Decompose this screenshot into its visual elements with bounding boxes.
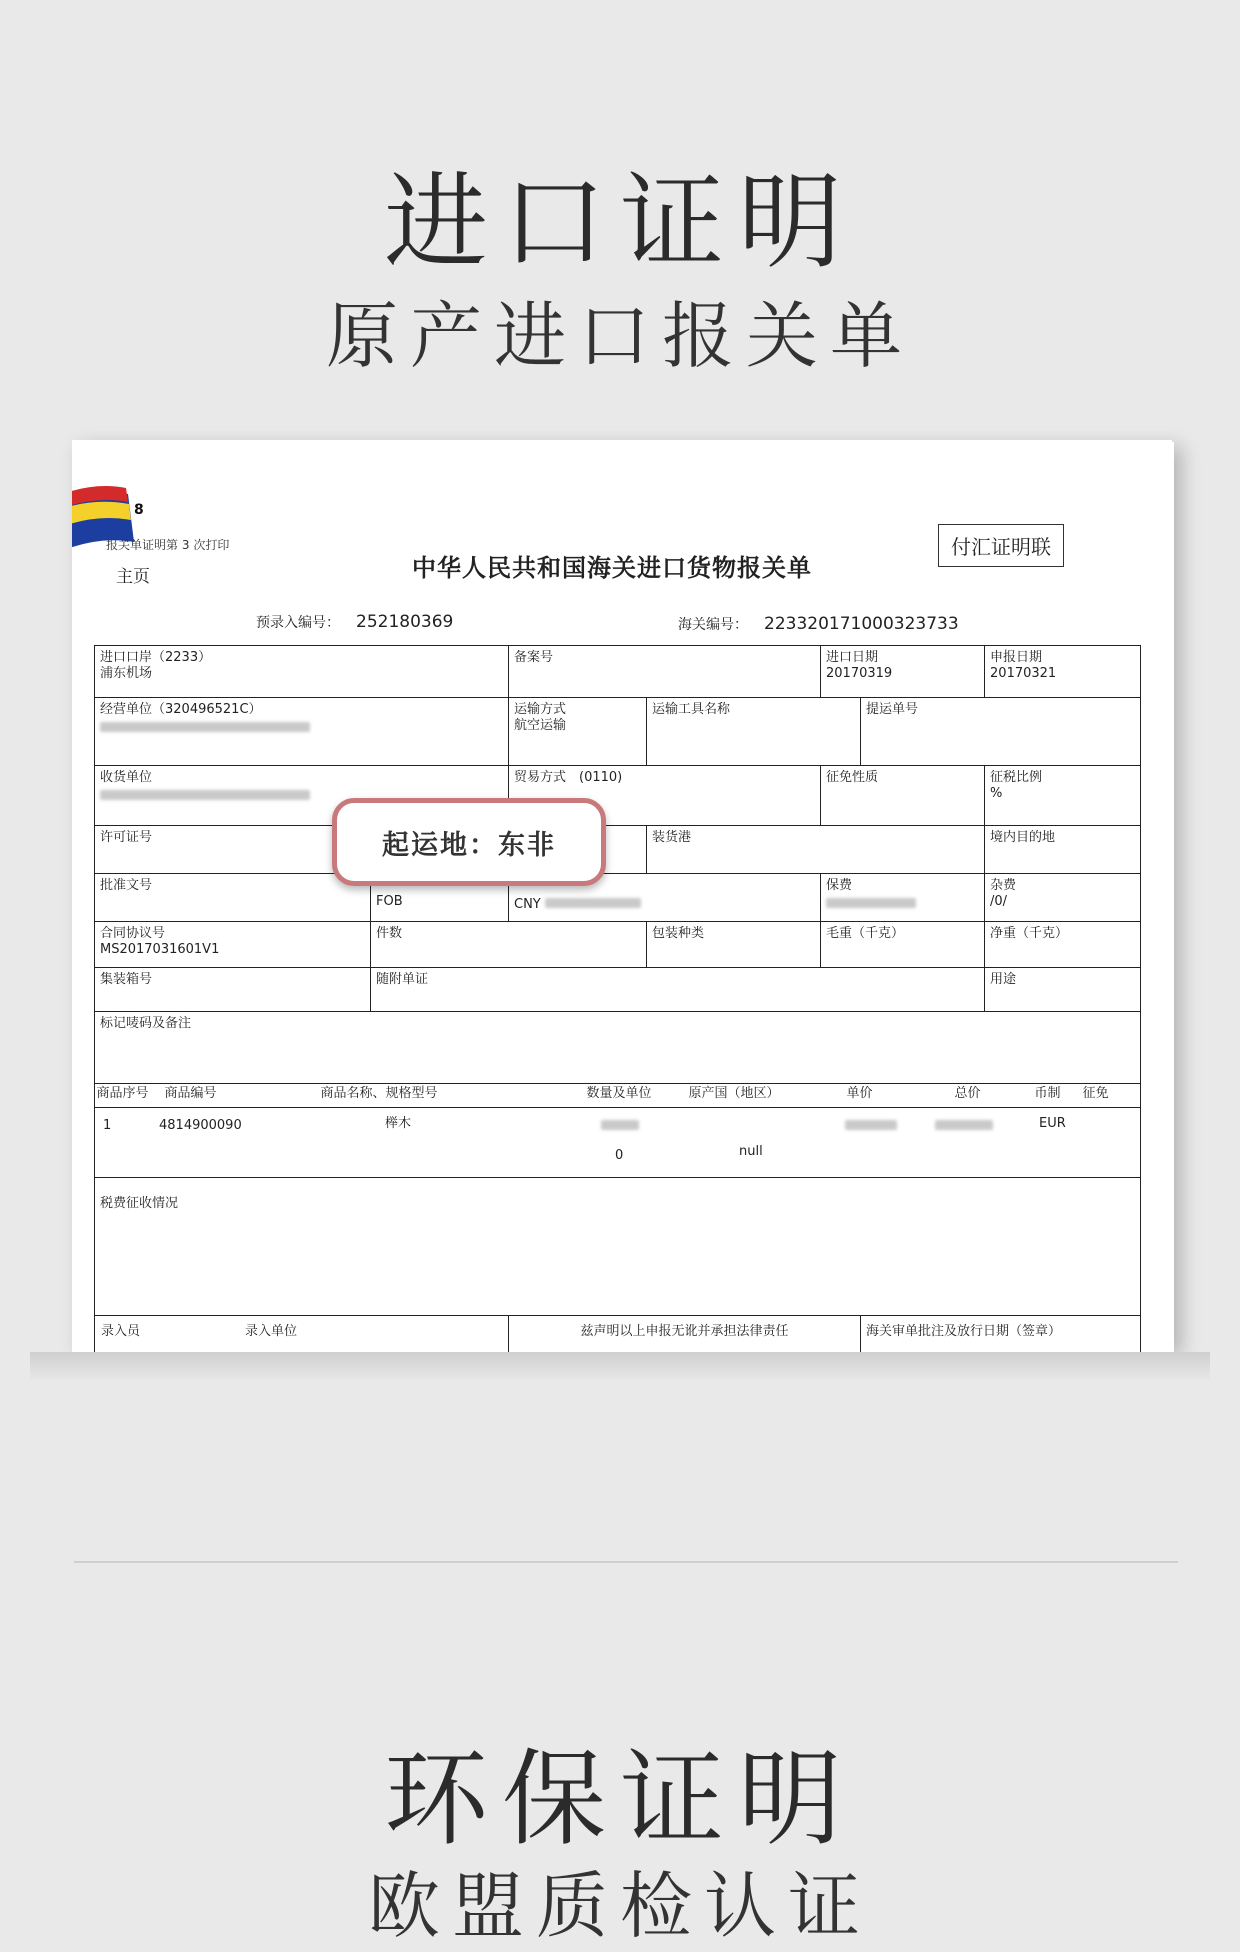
gross-weight-label: 毛重（千克） xyxy=(826,926,905,941)
payment-stamp-box: 付汇证明联 xyxy=(938,524,1064,567)
gross-weight-cell xyxy=(821,922,985,968)
vehicle-cell xyxy=(647,698,861,766)
declare-date-value: 20170321 xyxy=(990,666,1057,681)
approval-label: 批准文号 xyxy=(100,878,153,893)
transport-label: 运输方式 xyxy=(514,702,567,717)
usage-label: 用途 xyxy=(990,972,1017,987)
transport-value: 航空运输 xyxy=(514,718,567,733)
environmental-certificate-title: 环保证明 xyxy=(383,1738,856,1860)
port-value: 浦东机场 xyxy=(100,666,153,681)
item-code: 4814900090 xyxy=(159,1118,242,1133)
redacted-text xyxy=(845,1120,897,1130)
bill-label: 提运单号 xyxy=(866,702,919,717)
environmental-certificate-subtitle: 欧盟质检认证 xyxy=(367,1864,872,1948)
tax-info-cell xyxy=(95,1178,1141,1316)
redacted-text xyxy=(545,898,641,908)
pre-entry-number xyxy=(256,612,453,632)
item-origin: null xyxy=(739,1144,763,1159)
tax-ratio-value: % xyxy=(990,786,1003,801)
items-header: 征免 xyxy=(1082,1086,1109,1101)
contract-value: MS2017031601V1 xyxy=(100,942,220,957)
customs-approval-label: 海关审单批注及放行日期（签章） xyxy=(866,1324,1062,1339)
tax-info-label: 税费征收情况 xyxy=(100,1196,179,1211)
tax-nature-label: 征免性质 xyxy=(826,770,879,785)
package-label: 包装种类 xyxy=(652,926,705,941)
net-weight-label: 净重（千克） xyxy=(990,926,1069,941)
redacted-text xyxy=(100,722,310,732)
port-label: 进口口岸（2233） xyxy=(100,650,212,665)
items-header: 商品名称、规格型号 xyxy=(320,1086,438,1101)
bill-cell xyxy=(861,698,1141,766)
import-certificate-subtitle: 原产进口报关单 xyxy=(325,294,914,378)
item-currency: EUR xyxy=(1039,1116,1066,1131)
pre-entry-label: 预录入编号： xyxy=(256,615,340,631)
print-count-line xyxy=(106,536,229,553)
items-header: 商品编号 xyxy=(164,1086,217,1101)
load-port-label: 装货港 xyxy=(652,830,692,845)
usage-cell xyxy=(985,968,1141,1012)
section-divider xyxy=(74,1561,1178,1563)
declaration-label: 兹声明以上申报无讹并承担法律责任 xyxy=(580,1324,789,1339)
container-label: 集装箱号 xyxy=(100,972,153,987)
items-header: 商品序号 xyxy=(96,1086,149,1101)
declare-date-label: 申报日期 xyxy=(990,650,1043,665)
redacted-text xyxy=(826,898,916,908)
marks-cell xyxy=(95,1012,1141,1084)
svg-text:8: 8 xyxy=(134,502,144,518)
print-label: 次打印 xyxy=(193,538,230,552)
import-date-label: 进口日期 xyxy=(826,650,879,665)
pieces-cell xyxy=(371,922,647,968)
misc-label: 杂费 xyxy=(990,878,1017,893)
item-seq: 1 xyxy=(103,1118,112,1133)
declaration-cell xyxy=(509,1316,861,1353)
flag-icon xyxy=(72,480,154,566)
destination-cell xyxy=(985,826,1141,874)
clerk-label: 录入员 xyxy=(101,1324,141,1339)
record-cell xyxy=(509,646,821,698)
pieces-label: 件数 xyxy=(376,926,403,941)
customs-approval-cell xyxy=(861,1316,1141,1353)
origin-callout: 起运地：东非 xyxy=(332,798,606,886)
redacted-text xyxy=(100,790,310,800)
customs-value: 223320171000323733 xyxy=(764,614,959,634)
operator-cell xyxy=(95,698,509,766)
load-port-cell xyxy=(647,826,985,874)
vehicle-label: 运输工具名称 xyxy=(652,702,731,717)
form-title: 中华人民共和国海关进口货物报关单 xyxy=(412,554,812,582)
document-floor-shadow xyxy=(30,1352,1210,1382)
pre-entry-value: 252180369 xyxy=(356,612,454,632)
contract-label: 合同协议号 xyxy=(100,926,166,941)
items-header: 币制 xyxy=(1034,1086,1061,1101)
items-header-row xyxy=(95,1084,1141,1108)
items-header: 总价 xyxy=(954,1086,981,1101)
operator-label: 经营单位（320496521C） xyxy=(100,702,262,717)
customs-number xyxy=(678,614,959,634)
items-header: 单价 xyxy=(846,1086,873,1101)
clerk-unit-label: 录入单位 xyxy=(245,1324,298,1339)
insurance-cell xyxy=(821,874,985,922)
import-date-cell xyxy=(821,646,985,698)
print-small-label: 报关单证明第 xyxy=(106,538,179,552)
print-small-number: 3 xyxy=(181,538,190,552)
declare-date-cell xyxy=(985,646,1141,698)
import-certificate-title: 进口证明 xyxy=(383,161,856,283)
license-label: 许可证号 xyxy=(100,830,153,845)
declaration-table xyxy=(94,645,1141,1352)
item-qty: 0 xyxy=(615,1148,624,1163)
insurance-label: 保费 xyxy=(826,878,853,893)
tax-nature-cell xyxy=(821,766,985,826)
docs-cell xyxy=(371,968,985,1012)
misc-cell xyxy=(985,874,1141,922)
customs-declaration-document xyxy=(72,440,1172,1352)
clerk-cell xyxy=(95,1316,509,1353)
item-row xyxy=(95,1108,1141,1178)
deal-value: FOB xyxy=(376,894,403,909)
customs-label: 海关编号： xyxy=(678,617,748,633)
consignee-label: 收货单位 xyxy=(100,770,153,785)
item-name: 榉木 xyxy=(385,1116,412,1131)
approval-cell xyxy=(95,874,371,922)
docs-label: 随附单证 xyxy=(376,972,429,987)
container-cell xyxy=(95,968,371,1012)
redacted-text xyxy=(601,1120,639,1130)
home-label: 主页 xyxy=(116,567,150,587)
redacted-text xyxy=(935,1120,993,1130)
trade-label: 贸易方式 (0110) xyxy=(514,770,623,785)
marks-label: 标记唛码及备注 xyxy=(100,1016,192,1031)
net-weight-cell xyxy=(985,922,1141,968)
currency-value: CNY xyxy=(514,897,541,912)
port-cell xyxy=(95,646,509,698)
record-label: 备案号 xyxy=(514,650,554,665)
import-date-value: 20170319 xyxy=(826,666,893,681)
tax-ratio-label: 征税比例 xyxy=(990,770,1043,785)
misc-value: /0/ xyxy=(990,894,1008,909)
destination-label: 境内目的地 xyxy=(990,830,1056,845)
contract-cell xyxy=(95,922,371,968)
items-header: 数量及单位 xyxy=(586,1086,652,1101)
package-cell xyxy=(647,922,821,968)
transport-cell xyxy=(509,698,647,766)
tax-ratio-cell xyxy=(985,766,1141,826)
items-header: 原产国（地区） xyxy=(688,1086,780,1101)
